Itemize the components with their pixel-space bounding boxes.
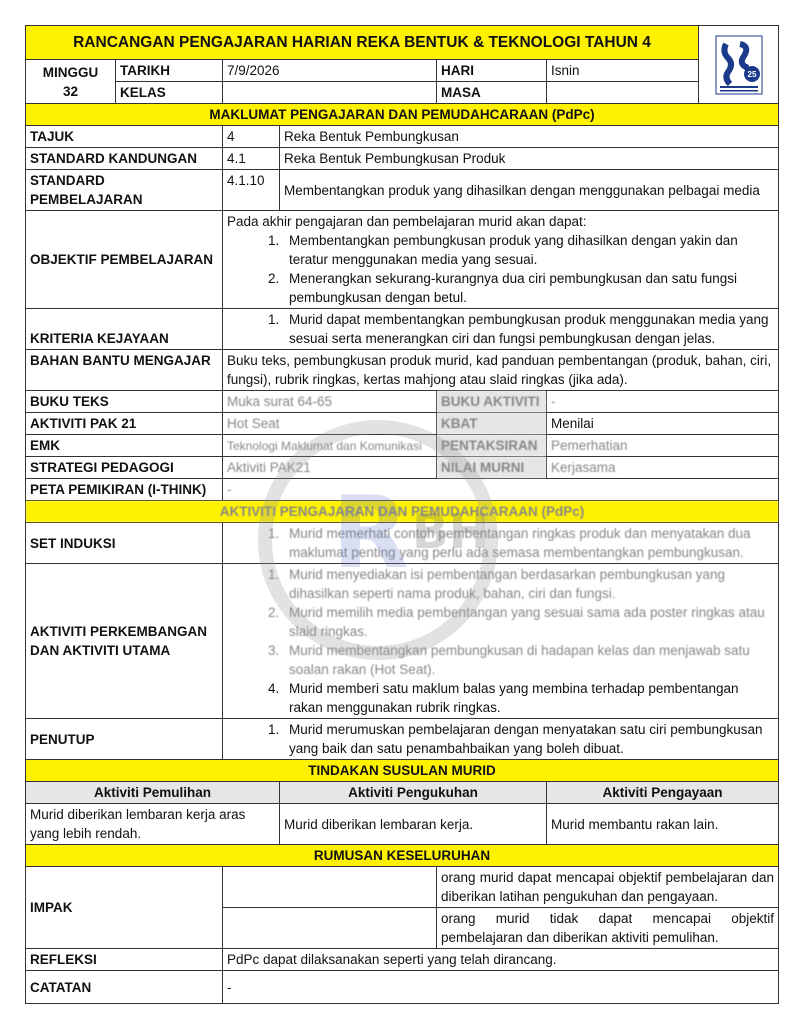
buku-aktiviti-label: BUKU AKTIVITI — [437, 391, 547, 413]
kriteria-cell — [223, 309, 779, 350]
logo-icon — [714, 34, 764, 96]
lesson-plan-table — [25, 25, 779, 1004]
catatan-label: CATATAN — [26, 971, 223, 1004]
buku-teks-label: BUKU TEKS — [26, 391, 223, 413]
perkembangan-cell — [223, 564, 779, 719]
list-item: 1. Murid menyediakan isi pembentangan berdasarkan pembungkusan yang dihasilkan seperti nama produk, bahan, ciri dan fungsi. — [283, 565, 774, 603]
bbm-label: BAHAN BANTU MENGAJAR — [26, 350, 223, 391]
pengayaan-header: Aktiviti Pengayaan — [547, 782, 779, 804]
impak-row-1: orang murid dapat mencapai objektif pembelajaran dan diberikan latihan pengukuhan dan pengayaan. — [437, 867, 779, 908]
strategi-value: Aktiviti PAK21 — [223, 457, 437, 479]
objektif-list — [227, 231, 774, 307]
tarikh-label: TARIKH — [116, 60, 223, 82]
objektif-label: OBJEKTIF PEMBELAJARAN — [26, 211, 223, 309]
catatan-text: - — [223, 971, 779, 1004]
watermark-sub: BH — [412, 504, 489, 560]
minggu-value: 32 — [62, 83, 79, 99]
emk-label: EMK — [26, 435, 223, 457]
objektif-cell — [223, 211, 779, 309]
nilai-value: Kerjasama — [547, 457, 779, 479]
kelas-value — [223, 82, 437, 104]
peta-label: PETA PEMIKIRAN (I-THINK) — [26, 479, 223, 501]
sp-code: 4.1.10 — [223, 170, 280, 211]
penutup-label: PENUTUP — [26, 719, 223, 760]
bbm-text: Buku teks, pembungkusan produk murid, kad panduan pembentangan (produk, bahan, ciri, fungsi), rubrik ringkas, kertas mahjong atau slaid ringkas (jika ada). — [223, 350, 779, 391]
buku-aktiviti-value: - — [547, 391, 779, 413]
lesson-plan-page — [25, 25, 778, 1004]
impak-count-2 — [223, 908, 437, 949]
impak-row-2: orang murid tidak dapat mencapai objektif pembelajaran dan diberikan aktiviti pemulihan. — [437, 908, 779, 949]
list-item: 1. Murid merumuskan pembelajaran dengan menyatakan satu ciri pembungkusan yang baik dan satu penambahbaikan yang boleh dibuat. — [283, 720, 774, 758]
impak-label: IMPAK — [26, 867, 223, 949]
sp-text: Membentangkan produk yang dihasilkan dengan menggunakan pelbagai media — [280, 170, 779, 211]
maklumat-heading: MAKLUMAT PENGAJARAN DAN PEMUDAHCARAAN (PdPc) — [26, 104, 779, 126]
list-item: 1. Murid dapat membentangkan pembungkusan produk menggunakan media yang sesuai serta menerangkan ciri dan fungsi pembungkusan dengan jelas. — [283, 310, 774, 348]
pemulihan-text: Murid diberikan lembaran kerja aras yang lebih rendah. — [26, 804, 280, 845]
list-item: 3. Murid membentangkan pembungkusan di hadapan kelas dan menjawab satu soalan rakan (Hot Seat). — [283, 641, 774, 679]
kelas-label: KELAS — [116, 82, 223, 104]
hari-value: Isnin — [547, 60, 699, 82]
pengukuhan-header: Aktiviti Pengukuhan — [280, 782, 547, 804]
sk-label: STANDARD KANDUNGAN — [26, 148, 223, 170]
list-item: 2. Menerangkan sekurang-kurangnya dua ciri pembungkusan dan satu fungsi pembungkusan dengan betul. — [283, 269, 774, 307]
sp-label: STANDARD PEMBELAJARAN — [26, 170, 223, 211]
induksi-cell — [223, 523, 779, 564]
pak21-value: Hot Seat — [223, 413, 437, 435]
list-item: 4. Murid memberi satu maklum balas yang membina terhadap pembentangan rakan menggunakan rubrik ringkas. — [283, 679, 774, 717]
nilai-label: NILAI MURNI — [437, 457, 547, 479]
hari-label: HARI — [437, 60, 547, 82]
pemulihan-header: Aktiviti Pemulihan — [26, 782, 280, 804]
list-item: 1. Murid memerhati contoh pembentangan ringkas produk dan menyatakan dua maklumat penting yang perlu ada semasa membentangkan pembungkusan. — [283, 524, 774, 562]
strategi-label: STRATEGI PEDAGOGI — [26, 457, 223, 479]
aktiviti-heading: AKTIVITI PENGAJARAN DAN PEMUDAHCARAAN (PdPc) — [26, 501, 779, 523]
tajuk-label: TAJUK — [26, 126, 223, 148]
peta-value: - — [223, 479, 779, 501]
sk-code: 4.1 — [223, 148, 280, 170]
induksi-label: SET INDUKSI — [26, 523, 223, 564]
pentaksiran-value: Pemerhatian — [547, 435, 779, 457]
kbat-label: KBAT — [437, 413, 547, 435]
sk-text: Reka Bentuk Pembungkusan Produk — [280, 148, 779, 170]
list-item: 2. Murid memilih media pembentangan yang sesuai sama ada poster ringkas atau slaid ringkas. — [283, 603, 774, 641]
perkembangan-list — [227, 565, 774, 717]
kriteria-label: KRITERIA KEJAYAAN — [26, 309, 223, 350]
tajuk-text: Reka Bentuk Pembungkusan — [280, 126, 779, 148]
penutup-cell — [223, 719, 779, 760]
list-item: 1. Membentangkan pembungkusan produk yang dihasilkan dengan yakin dan teratur menggunakan media yang sesuai. — [283, 231, 774, 269]
minggu-cell — [26, 60, 116, 104]
objektif-intro: Pada akhir pengajaran dan pembelajaran murid akan dapat: — [227, 214, 587, 229]
school-logo — [714, 34, 764, 96]
impak-count-1 — [223, 867, 437, 908]
logo-number: 25 — [747, 69, 756, 79]
masa-value — [547, 82, 699, 104]
susulan-heading: TINDAKAN SUSULAN MURID — [26, 760, 779, 782]
pengayaan-text: Murid membantu rakan lain. — [547, 804, 779, 845]
tajuk-code: 4 — [223, 126, 280, 148]
emk-value: Teknologi Maklumat dan Komunikasi — [223, 435, 437, 457]
logo-cell — [699, 26, 779, 104]
pak21-label: AKTIVITI PAK 21 — [26, 413, 223, 435]
masa-label: MASA — [437, 82, 547, 104]
buku-teks-value: Muka surat 64-65 — [223, 391, 437, 413]
rumusan-heading: RUMUSAN KESELURUHAN — [26, 845, 779, 867]
page-title: RANCANGAN PENGAJARAN HARIAN REKA BENTUK & TEKNOLOGI TAHUN 4 — [26, 26, 699, 60]
perkembangan-label: AKTIVITI PERKEMBANGAN DAN AKTIVITI UTAMA — [26, 564, 223, 719]
refleksi-label: REFLEKSI — [26, 949, 223, 971]
penutup-list — [227, 720, 774, 758]
pentaksiran-label: PENTAKSIRAN — [437, 435, 547, 457]
pengukuhan-text: Murid diberikan lembaran kerja. — [280, 804, 547, 845]
minggu-label: MINGGU — [42, 64, 99, 80]
refleksi-text: PdPc dapat dilaksanakan seperti yang telah dirancang. — [223, 949, 779, 971]
tarikh-value: 7/9/2026 — [223, 60, 437, 82]
watermark-letter: R — [332, 474, 410, 591]
induksi-list — [227, 524, 774, 562]
kbat-value: Menilai — [547, 413, 779, 435]
kriteria-list — [227, 310, 774, 348]
